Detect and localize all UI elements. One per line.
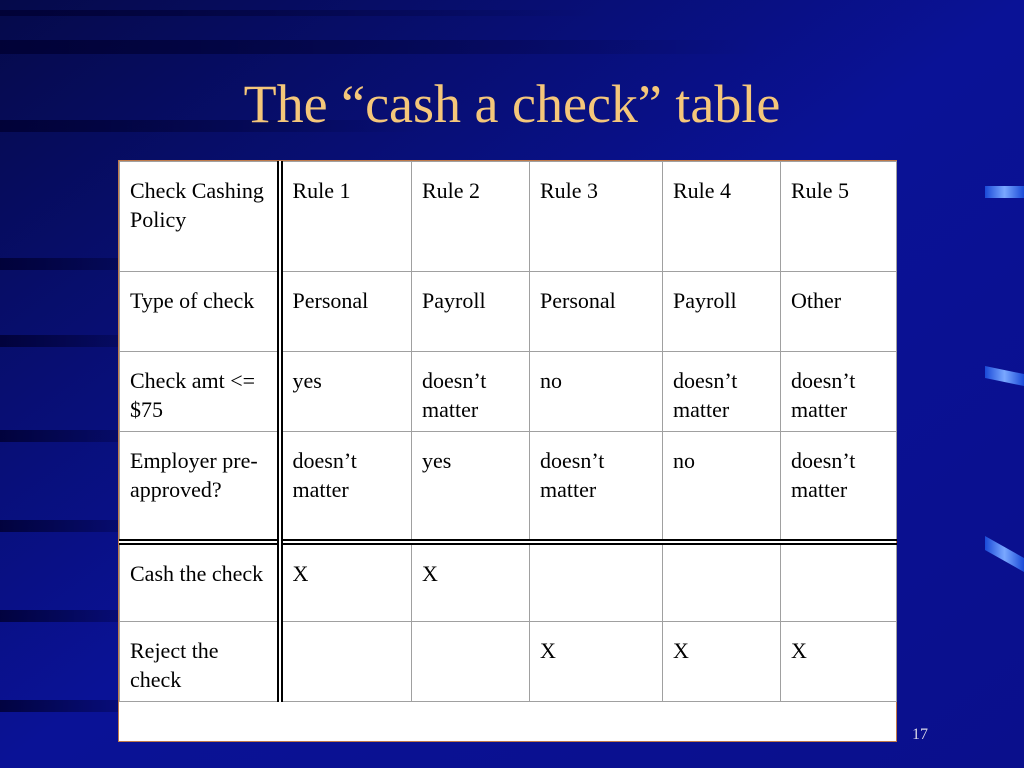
table-header-cell: Rule 2 [412, 162, 530, 272]
table-cell: X [781, 622, 897, 702]
table-cell: Personal [280, 272, 412, 352]
condition-label: Type of check [120, 272, 280, 352]
table-cell: X [280, 542, 412, 622]
table-cell: Payroll [412, 272, 530, 352]
action-row [120, 542, 897, 622]
table-header-cell: Rule 5 [781, 162, 897, 272]
table-cell: doesn’t matter [781, 432, 897, 542]
table-header-cell: Rule 4 [663, 162, 781, 272]
table-cell: X [412, 542, 530, 622]
table-cell: no [530, 352, 663, 432]
slide-title: The “cash a check” table [243, 74, 781, 134]
table-cell: doesn’t matter [530, 432, 663, 542]
table-header-cell: Rule 3 [530, 162, 663, 272]
condition-row [120, 272, 897, 352]
table-cell: doesn’t matter [280, 432, 412, 542]
table-cell [781, 542, 897, 622]
table-header-row [120, 162, 897, 272]
condition-label: Employer pre-approved? [120, 432, 280, 542]
action-label: Cash the check [120, 542, 280, 622]
table-cell [530, 542, 663, 622]
table-cell: Personal [530, 272, 663, 352]
table-header-cell: Check Cashing Policy [120, 162, 280, 272]
decision-table [119, 161, 897, 702]
table-cell: no [663, 432, 781, 542]
table-header-cell: Rule 1 [280, 162, 412, 272]
table-cell: doesn’t matter [781, 352, 897, 432]
action-row [120, 622, 897, 702]
action-label: Reject the check [120, 622, 280, 702]
table-cell: X [663, 622, 781, 702]
table-cell: Other [781, 272, 897, 352]
table-cell [412, 622, 530, 702]
table-cell: Payroll [663, 272, 781, 352]
table-cell: doesn’t matter [412, 352, 530, 432]
table-cell: doesn’t matter [663, 352, 781, 432]
table-cell: X [530, 622, 663, 702]
condition-label: Check amt <= $75 [120, 352, 280, 432]
table-cell: yes [412, 432, 530, 542]
table-cell [663, 542, 781, 622]
page-number: 17 [912, 726, 928, 743]
table-cell: yes [280, 352, 412, 432]
table-cell [280, 622, 412, 702]
condition-row [120, 432, 897, 542]
decision-table-frame [118, 160, 897, 742]
condition-row [120, 352, 897, 432]
